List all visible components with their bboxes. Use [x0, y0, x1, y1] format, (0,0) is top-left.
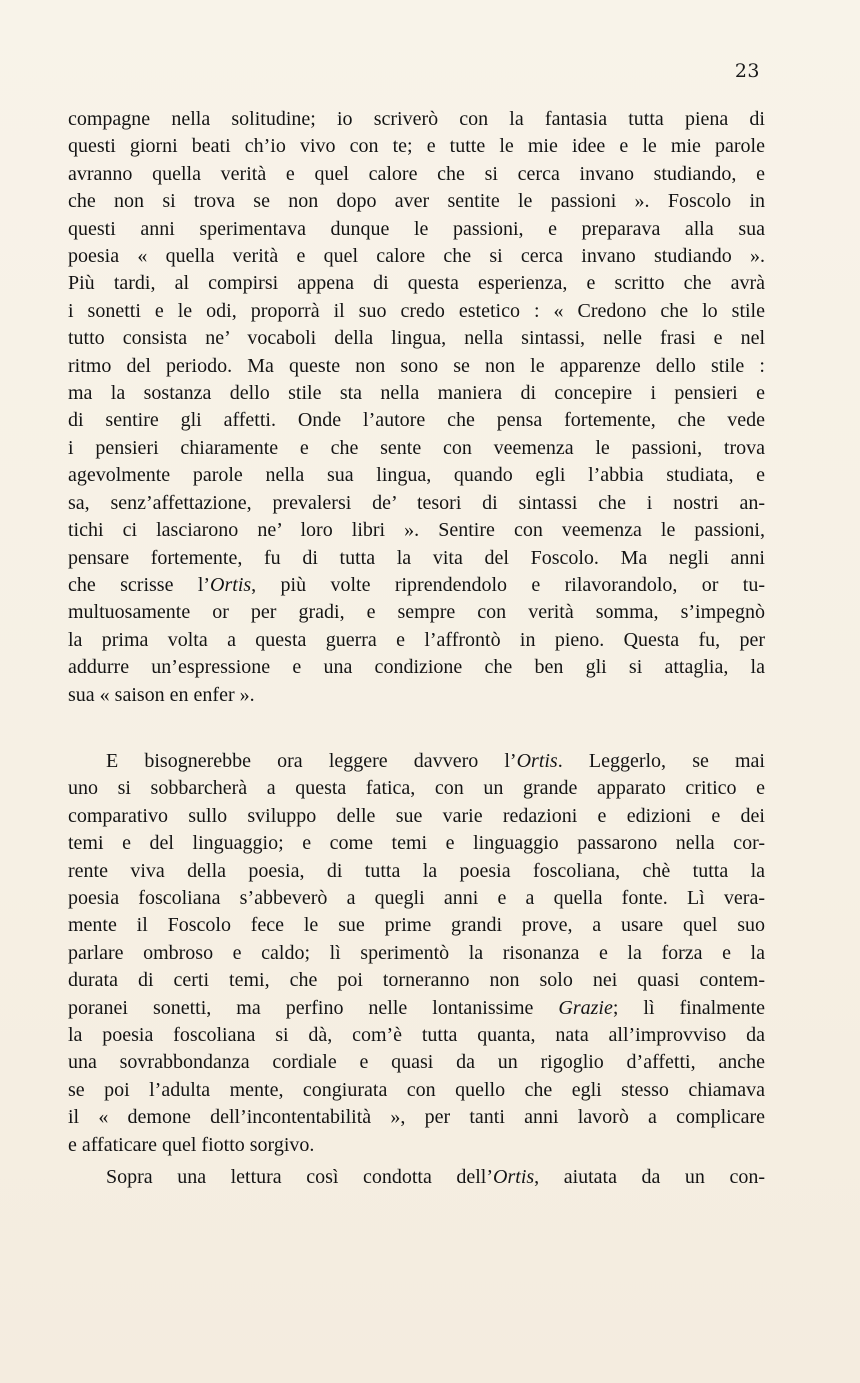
- text-line: e affaticare quel fiotto sorgivo.: [68, 1133, 315, 1156]
- text-line: temi e del linguaggio; e come temi e linguaggio passarono nella cor-: [68, 832, 765, 855]
- text-line: questi giorni beati ch’io vivo con te; e tutte le mie idee e le mie parole: [68, 135, 765, 158]
- text-line: Sopra una lettura così condotta dell’Ortis, aiutata da un con-: [106, 1166, 766, 1188]
- text-line: una sovrabbondanza cordiale e quasi da un rigoglio d’affetti, anche: [68, 1051, 765, 1074]
- text-line: mente il Foscolo fece le sue prime grandi prove, a usare quel suo: [68, 914, 765, 937]
- text-line: E bisognerebbe ora leggere davvero l’Ortis. Leggerlo, se mai: [106, 750, 765, 772]
- text-line: multuosamente or per gradi, e sempre con verità somma, s’impegnò: [68, 601, 765, 624]
- text-line: tutto consista ne’ vocaboli della lingua, nella sintassi, nelle frasi e nel: [68, 327, 765, 350]
- text-line: sua « saison en enfer ».: [68, 683, 255, 706]
- text-line: parlare ombroso e caldo; lì sperimentò la risonanza e la forza e la: [68, 941, 765, 964]
- text-line: Più tardi, al compirsi appena di questa esperienza, e scritto che avrà: [68, 272, 765, 295]
- text-line: che non si trova se non dopo aver sentite le passioni ». Foscolo in: [68, 190, 765, 213]
- text-line: uno si sobbarcherà a questa fatica, con un grande apparato critico e: [68, 777, 765, 800]
- text-line: poesia « quella verità e quel calore che si cerca invano studiando ».: [68, 245, 765, 268]
- text-line: che scrisse l’Ortis, più volte riprendendolo e rilavorandolo, or tu-: [68, 573, 766, 596]
- text-line: se poi l’adulta mente, congiurata con quello che egli stesso chiamava: [68, 1078, 765, 1101]
- text-line: addurre un’espressione e una condizione che ben gli si attaglia, la: [68, 656, 765, 679]
- text-line: sa, senz’affettazione, prevalersi de’ tesori di sintassi che i nostri an-: [68, 491, 765, 514]
- text-line: di sentire gli affetti. Onde l’autore che pensa fortemente, che vede: [68, 409, 765, 432]
- text-line: i sonetti e le odi, proporrà il suo credo estetico : « Credono che lo stile: [68, 299, 765, 322]
- text-line: agevolmente parole nella sua lingua, quando egli l’abbia studiata, e: [68, 464, 765, 487]
- text-line: ma la sostanza dello stile sta nella maniera di concepire i pensieri e: [68, 382, 765, 405]
- text-line: durata di certi temi, che poi torneranno non solo nei quasi contem-: [68, 969, 765, 992]
- text-line: rente viva della poesia, di tutta la poesia foscoliana, chè tutta la: [68, 859, 765, 882]
- text-line: pensare fortemente, fu di tutta la vita del Foscolo. Ma negli anni: [68, 546, 765, 569]
- text-line: comparativo sullo sviluppo delle sue varie redazioni e edizioni e dei: [68, 804, 765, 827]
- text-line: compagne nella solitudine; io scriverò con la fantasia tutta piena di: [68, 108, 765, 130]
- text-line: questi anni sperimentava dunque le passioni, e preparava alla sua: [68, 217, 765, 240]
- text-line: poranei sonetti, ma perfino nelle lontanissime Grazie; lì finalmente: [68, 996, 766, 1019]
- paragraph-2: [68, 748, 765, 1159]
- paragraph-3: [68, 1164, 765, 1191]
- text-line: ritmo del periodo. Ma queste non sono se non le apparenze dello stile :: [68, 354, 765, 377]
- text-line: la poesia foscoliana si dà, com’è tutta quanta, nata all’improvviso da: [68, 1024, 765, 1047]
- text-line: poesia foscoliana s’abbeverò a quegli anni e a quella fonte. Lì vera-: [68, 887, 765, 910]
- text-line: la prima volta a questa guerra e l’affrontò in pieno. Questa fu, per: [68, 628, 765, 651]
- text-line: avranno quella verità e quel calore che si cerca invano studiando, e: [68, 162, 765, 185]
- text-line: i pensieri chiaramente e che sente con veemenza le passioni, trova: [68, 436, 765, 459]
- page-number: 23: [734, 60, 760, 82]
- text-line: tichi ci lasciarono ne’ loro libri ». Sentire con veemenza le passioni,: [68, 519, 765, 542]
- paragraph-1: [68, 106, 765, 709]
- text-line: il « demone dell’incontentabilità », per tanti anni lavorò a complicare: [68, 1106, 765, 1129]
